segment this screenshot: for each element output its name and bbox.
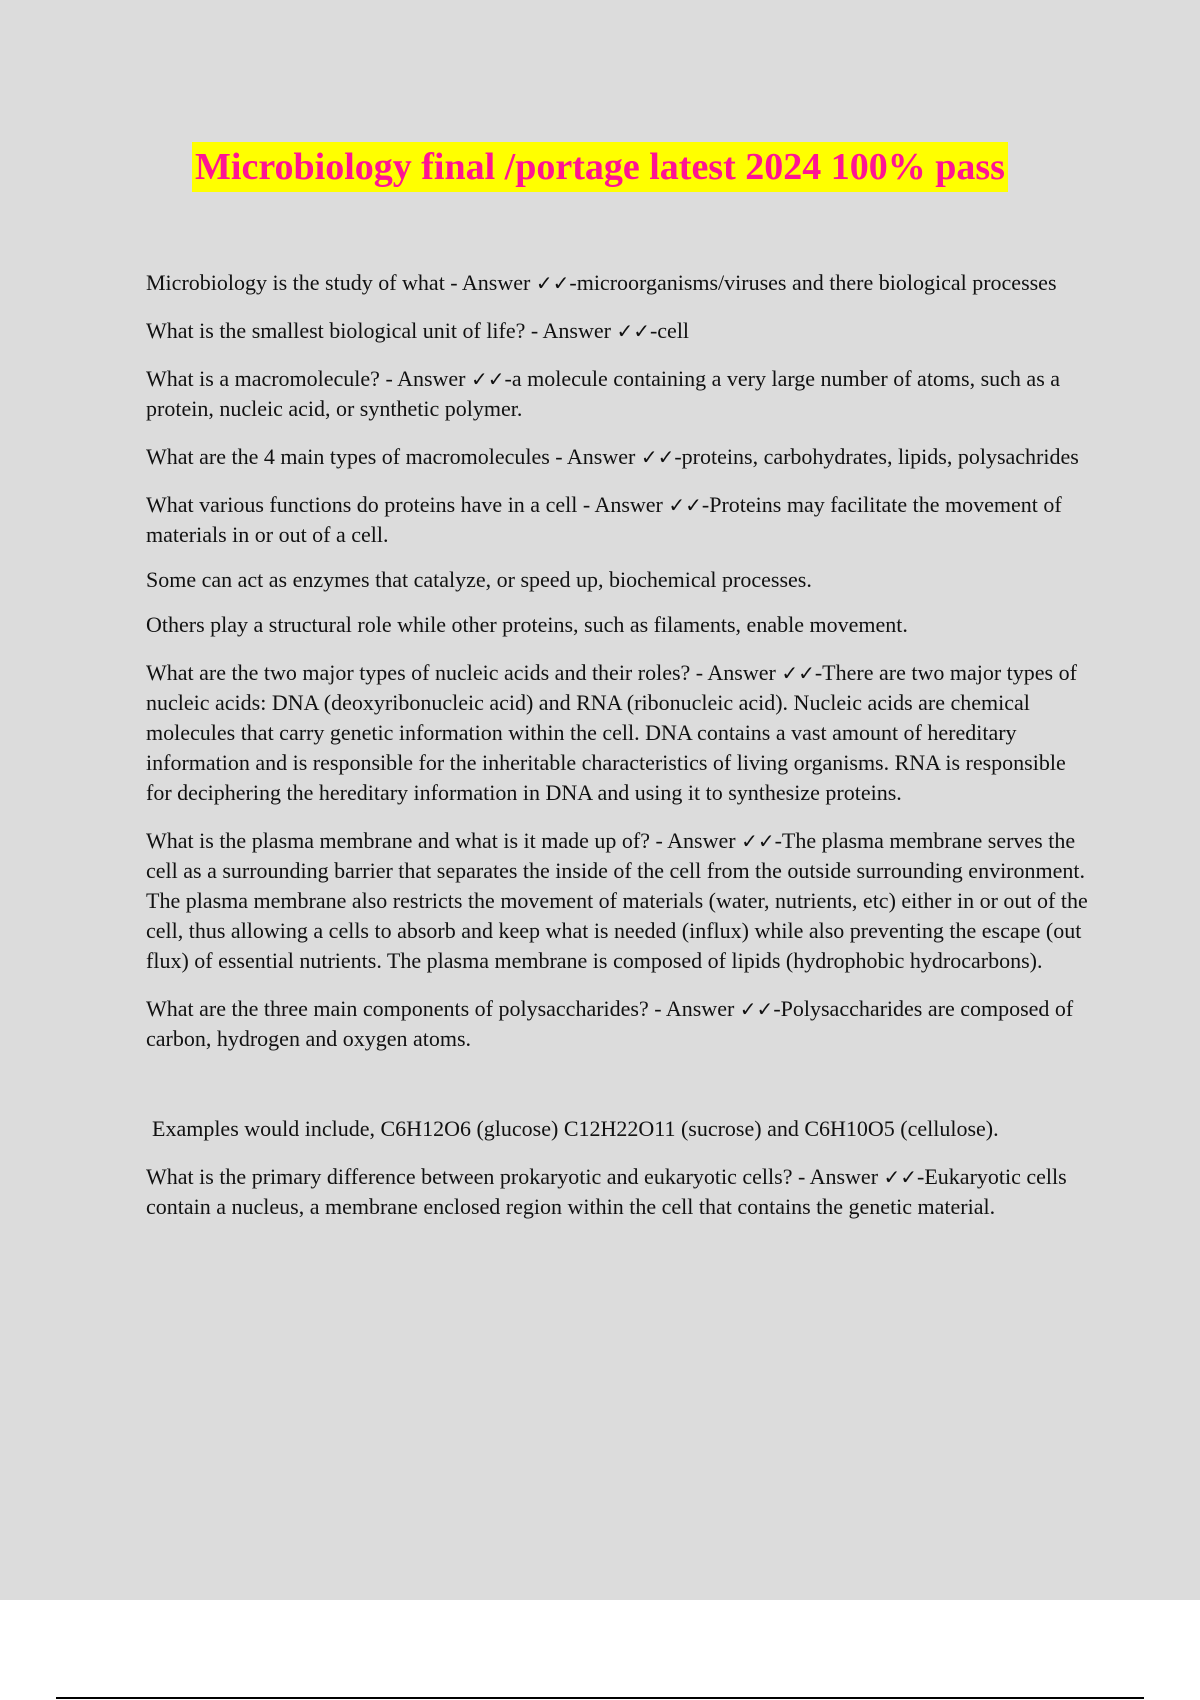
qa-item (146, 994, 1096, 1054)
answer-label: Answer (566, 444, 636, 469)
checkmark-icon: ✓✓ (781, 661, 815, 685)
text-paragraph: Some can act as enzymes that catalyze, or speed up, biochemical processes. (146, 567, 812, 592)
answer: -cell (649, 318, 690, 343)
checkmark-icon: ✓✓ (640, 445, 675, 469)
question: Microbiology is the study of what - (146, 270, 462, 295)
qa-item (146, 268, 1096, 298)
question: What are the three main components of polysaccharides? - (146, 996, 666, 1021)
answer-label: Answer (461, 270, 531, 295)
qa-item (146, 442, 1096, 472)
question: What is the smallest biological unit of life? - (146, 318, 543, 343)
question: What are the 4 main types of macromolecules - (146, 444, 567, 469)
title-wrap (0, 142, 1200, 192)
answer-label: Answer (397, 366, 466, 391)
qa-item (146, 1162, 1096, 1222)
checkmark-icon: ✓✓ (741, 829, 775, 853)
answer-label: Answer (665, 996, 735, 1021)
answer: -proteins, carbohydrates, lipids, polysachrides (674, 444, 1079, 469)
answer: -The plasma membrane serves the cell as a surrounding barrier that separates the inside of the cell from the outside surrounding environment. The plasma membrane also restricts the movement of materials (water, nutrients, etc) either in or out of the cell, thus allowing a cells to absorb and keep what is needed (influx) while also preventing the escape (out flux) of essential nutrients. The plasma membrane is composed of lipids (hydrophobic hydrocarbons). (146, 828, 1088, 973)
answer-label: Answer (809, 1164, 879, 1189)
qa-item (146, 826, 1096, 976)
checkmark-icon: ✓✓ (668, 493, 702, 517)
document-title: Microbiology final /portage latest 2024 100% pass (192, 142, 1008, 192)
answer-label: Answer (707, 660, 776, 685)
document-body (146, 268, 1096, 1240)
checkmark-icon: ✓✓ (471, 367, 505, 391)
checkmark-icon: ✓✓ (535, 271, 570, 295)
checkmark-icon: ✓✓ (883, 1165, 918, 1189)
answer: -Proteins may facilitate the movement of materials in or out of a cell. (146, 492, 1062, 547)
qa-item (146, 490, 1096, 550)
question: What is a macromolecule? - (146, 366, 398, 391)
answer-label: Answer (667, 828, 736, 853)
answer-label: Answer (542, 318, 611, 343)
answer-label: Answer (594, 492, 663, 517)
answer: -microorganisms/viruses and there biological processes (569, 270, 1057, 295)
answer: -There are two major types of nucleic acids: DNA (deoxyribonucleic acid) and RNA (ribonucleic acid). Nucleic acids are chemical molecules that carry genetic information within the cell. DNA contains a vast amount of hereditary information and is responsible for the inheritable characteristics of living organisms. RNA is responsible for deciphering the hereditary information in DNA and using it to synthesize proteins. (146, 660, 1077, 805)
question: What is the plasma membrane and what is it made up of? - (146, 828, 668, 853)
answer: -a molecule containing a very large number of atoms, such as a protein, nucleic acid, or synthetic polymer. (146, 366, 1061, 421)
text-paragraph: Others play a structural role while other proteins, such as filaments, enable movement. (146, 612, 908, 637)
answer: -Eukaryotic cells contain a nucleus, a membrane enclosed region within the cell that contains the genetic material. (146, 1164, 1067, 1219)
question: What is the primary difference between prokaryotic and eukaryotic cells? - (146, 1164, 810, 1189)
qa-item (146, 364, 1096, 424)
qa-item (146, 316, 1096, 346)
qa-item (146, 658, 1096, 808)
question: What various functions do proteins have in a cell - (146, 492, 595, 517)
answer: -Polysaccharides are composed of carbon, hydrogen and oxygen atoms. (146, 996, 1074, 1051)
examples-paragraph: Examples would include, C6H12O6 (glucose) C12H22O11 (sucrose) and C6H10O5 (cellulose). (152, 1116, 999, 1141)
checkmark-icon: ✓✓ (616, 319, 650, 343)
question: What are the two major types of nucleic acids and their roles? - (146, 660, 708, 685)
footer-divider (56, 1697, 1144, 1699)
checkmark-icon: ✓✓ (739, 997, 774, 1021)
